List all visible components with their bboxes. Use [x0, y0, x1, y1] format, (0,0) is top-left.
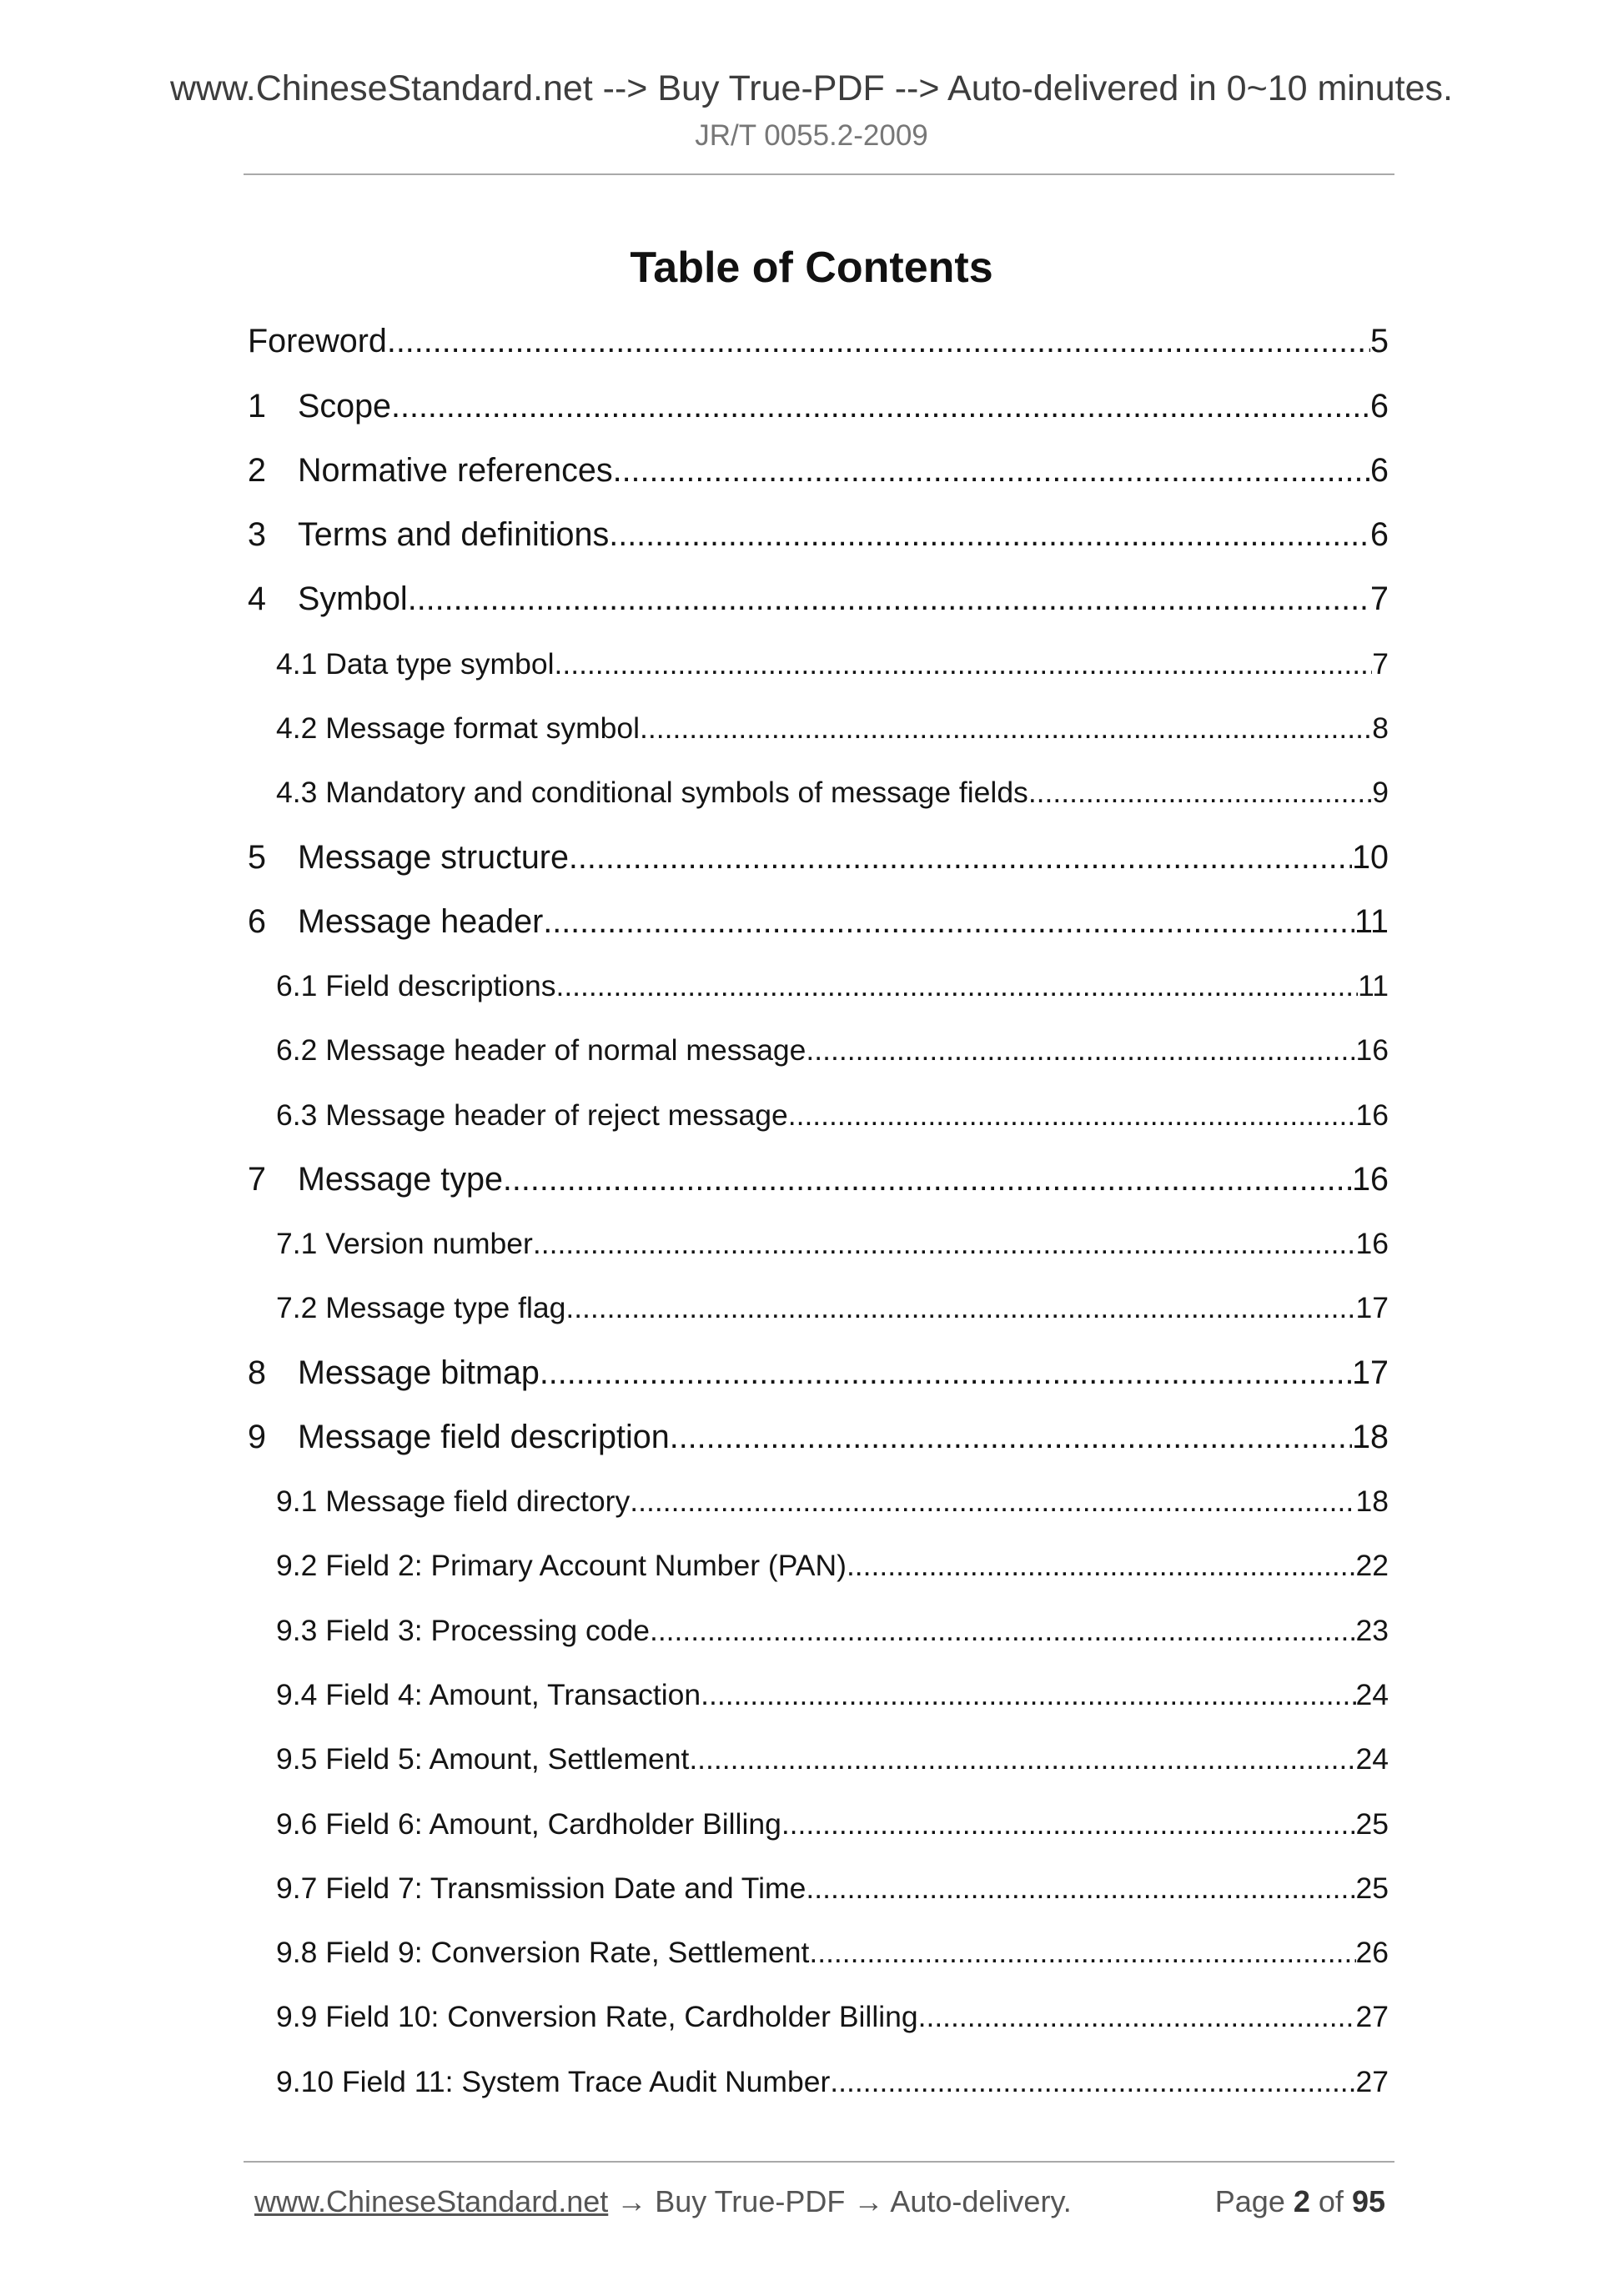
toc-entry-title: Message bitmap — [298, 1354, 540, 1391]
document-id: JR/T 0055.2-2009 — [695, 119, 928, 152]
toc-entry-number: 7 — [248, 1160, 266, 1198]
toc-entry[interactable] — [248, 1792, 1389, 1856]
toc-entry-page-number: 23 — [1355, 1613, 1389, 1647]
toc-entry-number: 9.2 — [276, 1549, 318, 1583]
toc-entry-number: 9 — [248, 1418, 266, 1455]
dot-leader — [806, 1856, 1355, 1921]
toc-entry[interactable] — [248, 1341, 1389, 1405]
toc-entry[interactable] — [248, 696, 1389, 761]
toc-entry-title: Field 10: Conversion Rate, Cardholder Billing — [325, 2000, 918, 2034]
toc-entry-number: 8 — [248, 1354, 266, 1391]
dot-leader — [555, 954, 1358, 1018]
toc-entry[interactable] — [248, 374, 1389, 439]
toc-entry-page-number: 27 — [1355, 2064, 1389, 2098]
toc-entry[interactable] — [248, 1470, 1389, 1534]
toc-entry-title: Field 6: Amount, Cardholder Billing — [325, 1806, 781, 1841]
toc-entry-page-number: 17 — [1355, 1291, 1389, 1325]
toc-entry[interactable] — [248, 1534, 1389, 1598]
total-pages-number: 95 — [1351, 2184, 1385, 2218]
toc-entry-number: 4.1 — [276, 646, 318, 681]
table-of-contents — [248, 309, 1389, 2113]
toc-entry-page-number: 8 — [1372, 711, 1389, 745]
current-page-number: 2 — [1293, 2184, 1310, 2218]
toc-entry[interactable] — [248, 1083, 1389, 1148]
toc-entry-number: 9.3 — [276, 1613, 318, 1647]
dot-leader — [1028, 761, 1372, 825]
toc-entry-number: 9.6 — [276, 1806, 318, 1841]
toc-entry-title: Field 11: System Trace Audit Number — [341, 2064, 831, 2098]
toc-entry-page-number: 18 — [1355, 1485, 1389, 1519]
toc-entry-number: 1 — [248, 387, 266, 425]
toc-entry[interactable] — [248, 503, 1389, 567]
dot-leader — [543, 890, 1354, 954]
toc-entry-number: 9.9 — [276, 2000, 318, 2034]
toc-entry-title: Data type symbol — [325, 646, 555, 681]
toc-entry-title: Field descriptions — [325, 969, 556, 1003]
toc-entry[interactable] — [248, 1212, 1389, 1276]
toc-entry-title: Message structure — [298, 838, 569, 876]
toc-entry-page-number: 25 — [1355, 1806, 1389, 1841]
page-of-label: of — [1318, 2184, 1344, 2218]
footer-divider — [244, 2161, 1394, 2163]
toc-entry-number: 9.1 — [276, 1485, 318, 1519]
footer-site-link[interactable]: www.ChineseStandard.net — [254, 2184, 609, 2218]
dot-leader — [533, 1212, 1356, 1276]
dot-leader — [781, 1792, 1356, 1856]
dot-leader — [408, 567, 1370, 631]
toc-entry-title: Field 3: Processing code — [325, 1613, 650, 1647]
toc-entry-page-number: 16 — [1355, 1227, 1389, 1261]
toc-entry-page-number: 24 — [1355, 1742, 1389, 1776]
toc-entry[interactable] — [248, 1405, 1389, 1470]
toc-entry-page-number: 16 — [1355, 1098, 1389, 1132]
dot-leader — [613, 439, 1370, 503]
toc-entry-title: Message type — [298, 1160, 503, 1198]
toc-entry-page-number: 6 — [1370, 387, 1389, 425]
toc-entry-title: Message type flag — [325, 1291, 566, 1325]
toc-entry-page-number: 6 — [1370, 451, 1389, 489]
toc-entry[interactable] — [248, 1985, 1389, 2049]
dot-leader — [670, 1405, 1352, 1470]
toc-entry-page-number: 25 — [1355, 1871, 1389, 1905]
toc-entry-title: Message field description — [298, 1418, 670, 1455]
toc-entry-number: 9.10 — [276, 2064, 334, 2098]
header-divider — [244, 173, 1394, 175]
toc-entry[interactable] — [248, 826, 1389, 890]
toc-entry[interactable] — [248, 2050, 1389, 2114]
toc-entry[interactable] — [248, 1727, 1389, 1791]
toc-entry[interactable] — [248, 761, 1389, 825]
toc-entry-page-number: 16 — [1355, 1033, 1389, 1068]
toc-entry[interactable] — [248, 567, 1389, 631]
toc-entry-page-number: 24 — [1355, 1677, 1389, 1711]
toc-entry-title: Terms and definitions — [298, 516, 610, 554]
toc-entry-number: 4 — [248, 580, 266, 618]
toc-entry-title: Message format symbol — [325, 711, 641, 745]
toc-entry-page-number: 27 — [1355, 2000, 1389, 2034]
toc-entry-number: 6.1 — [276, 969, 318, 1003]
dot-leader — [554, 632, 1372, 696]
footer-tagline: → Buy True-PDF → Auto-delivery. — [616, 2184, 1072, 2218]
toc-entry-number: 9.4 — [276, 1677, 318, 1711]
toc-entry-number: 9.5 — [276, 1742, 318, 1776]
toc-entry-number: 9.8 — [276, 1936, 318, 1970]
toc-entry[interactable] — [248, 439, 1389, 503]
toc-entry[interactable] — [248, 1148, 1389, 1212]
toc-entry[interactable] — [248, 1921, 1389, 1985]
dot-leader — [830, 2050, 1355, 2114]
dot-leader — [847, 1534, 1356, 1598]
toc-entry-title: Field 5: Amount, Settlement — [325, 1742, 690, 1776]
toc-entry[interactable] — [248, 632, 1389, 696]
page-number-indicator — [1215, 2183, 1385, 2220]
toc-entry-page-number: 9 — [1372, 776, 1389, 810]
toc-entry-title: Field 7: Transmission Date and Time — [325, 1871, 806, 1905]
dot-leader — [701, 1663, 1355, 1727]
dot-leader — [569, 826, 1352, 890]
toc-entry-title: Field 4: Amount, Transaction — [325, 1677, 701, 1711]
toc-entry-page-number: 11 — [1358, 969, 1389, 1003]
toc-entry-title: Foreword — [248, 323, 387, 360]
toc-entry-title: Field 2: Primary Account Number (PAN) — [325, 1549, 847, 1583]
toc-entry[interactable] — [248, 1276, 1389, 1340]
dot-leader — [630, 1470, 1355, 1534]
toc-entry-page-number: 26 — [1355, 1936, 1389, 1970]
toc-entry-page-number: 16 — [1352, 1160, 1389, 1198]
toc-entry-title: Field 9: Conversion Rate, Settlement — [325, 1936, 810, 1970]
toc-entry[interactable] — [248, 1856, 1389, 1921]
toc-entry-page-number: 17 — [1352, 1354, 1389, 1391]
toc-entry-page-number: 22 — [1355, 1549, 1389, 1583]
page-label: Page — [1214, 2184, 1285, 2218]
dot-leader — [565, 1276, 1355, 1340]
toc-entry-page-number: 6 — [1370, 516, 1389, 554]
toc-entry-title: Message header — [298, 902, 544, 940]
dot-leader — [640, 696, 1372, 761]
toc-entry[interactable] — [248, 890, 1389, 954]
dot-leader — [540, 1341, 1352, 1405]
toc-entry-title: Scope — [298, 387, 392, 425]
toc-entry-number: 7.1 — [276, 1227, 318, 1261]
toc-entry[interactable] — [248, 1663, 1389, 1727]
toc-entry-page-number: 5 — [1370, 323, 1389, 360]
toc-entry-number: 2 — [248, 451, 266, 489]
toc-entry-title: Symbol — [298, 580, 408, 618]
toc-entry-number: 9.7 — [276, 1871, 318, 1905]
toc-entry[interactable] — [248, 1018, 1389, 1083]
footer-left — [254, 2183, 1072, 2220]
toc-entry-number: 3 — [248, 516, 266, 554]
toc-entry-title: Mandatory and conditional symbols of message fields — [325, 776, 1028, 810]
toc-entry-title: Message header of normal message — [325, 1033, 806, 1068]
dot-leader — [609, 503, 1370, 567]
toc-entry-page-number: 7 — [1370, 580, 1389, 618]
toc-entry-title: Message field directory — [325, 1485, 631, 1519]
toc-entry-page-number: 7 — [1372, 646, 1389, 681]
toc-entry-number: 4.2 — [276, 711, 318, 745]
dot-leader — [650, 1599, 1356, 1663]
dot-leader — [689, 1727, 1355, 1791]
toc-entry[interactable] — [248, 309, 1389, 374]
toc-entry-number: 5 — [248, 838, 266, 876]
toc-entry-page-number: 10 — [1352, 838, 1389, 876]
toc-entry-title: Normative references — [298, 451, 613, 489]
toc-entry-title: Message header of reject message — [325, 1098, 788, 1132]
dot-leader — [918, 1985, 1356, 2049]
toc-entry-title: Version number — [325, 1227, 533, 1261]
page-title: Table of Contents — [630, 244, 993, 292]
header-banner-text: www.ChineseStandard.net --> Buy True-PDF --> Auto-delivered in 0~10 minutes. — [169, 68, 1453, 108]
page-footer — [254, 2183, 1385, 2220]
dot-leader — [503, 1148, 1352, 1212]
dot-leader — [387, 309, 1370, 374]
toc-entry-page-number: 18 — [1352, 1418, 1389, 1455]
dot-leader — [788, 1083, 1356, 1148]
toc-entry[interactable] — [248, 1599, 1389, 1663]
dot-leader — [806, 1018, 1355, 1083]
toc-entry[interactable] — [248, 954, 1389, 1018]
dot-leader — [391, 374, 1370, 439]
toc-entry-number: 7.2 — [276, 1291, 318, 1325]
toc-entry-number: 4.3 — [276, 776, 318, 810]
toc-entry-number: 6.3 — [276, 1098, 318, 1132]
toc-entry-number: 6 — [248, 902, 266, 940]
dot-leader — [809, 1921, 1355, 1985]
toc-entry-number: 6.2 — [276, 1033, 318, 1068]
toc-entry-page-number: 11 — [1354, 902, 1389, 940]
